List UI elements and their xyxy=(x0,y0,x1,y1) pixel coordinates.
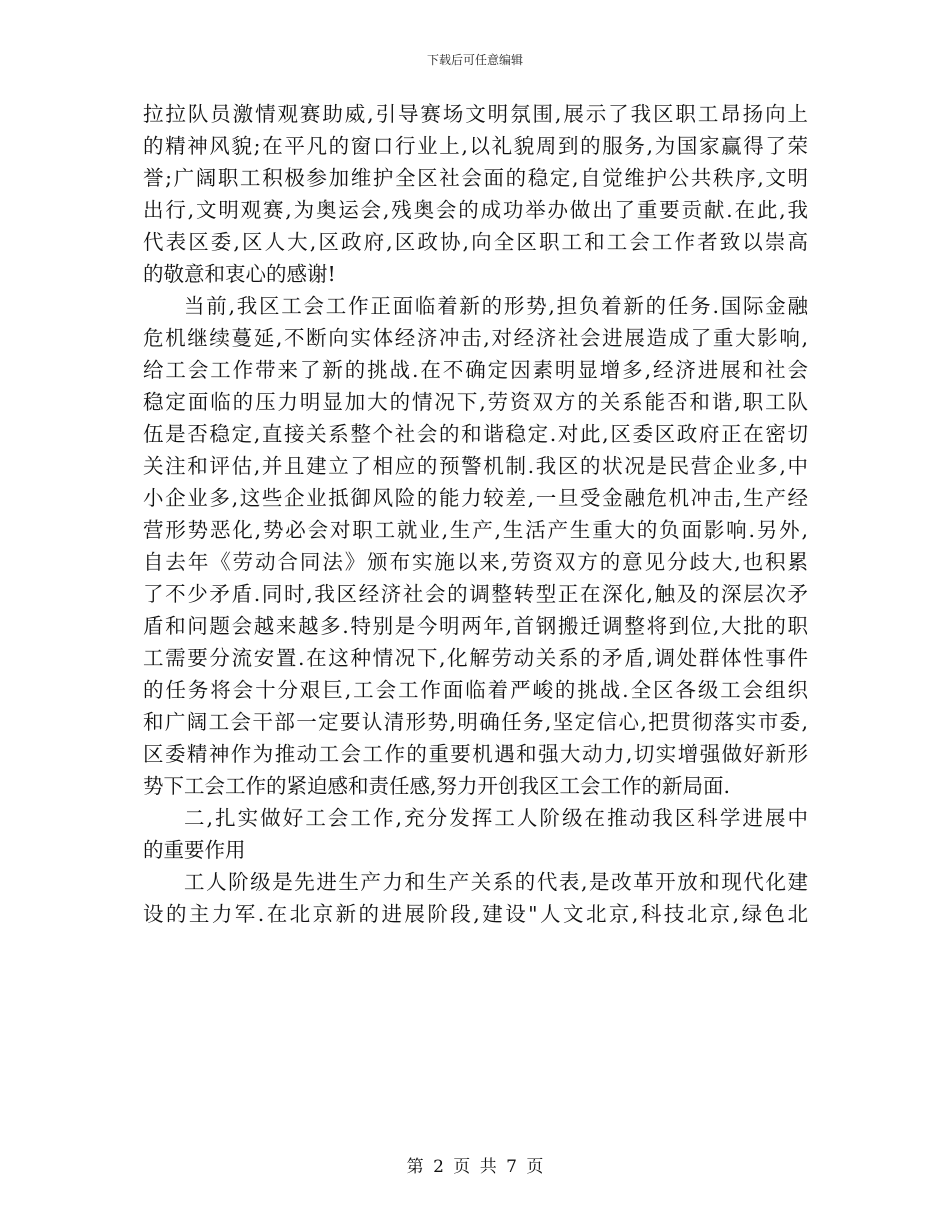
text-line: 了不少矛盾.同时,我区经济社会的调整转型正在深化,触及的深层次矛 xyxy=(143,582,808,606)
document-body xyxy=(143,98,808,930)
text-line: 和广阔工会干部一定要认清形势,明确任务,坚定信心,把贯彻落实市委, xyxy=(143,710,808,734)
text-line: 伍是否稳定,直接关系整个社会的和谐稳定.对此,区委区政府正在密切 xyxy=(143,422,808,446)
text-line: 出行,文明观赛,为奥运会,残奥会的成功举办做出了重要贡献.在此,我 xyxy=(143,198,808,222)
text-line: 盾和问题会越来越多.特别是今明两年,首钢搬迁调整将到位,大批的职 xyxy=(143,614,808,638)
text-line: 关注和评估,并且建立了相应的预警机制.我区的状况是民营企业多,中 xyxy=(143,454,808,478)
text-line: 营形势恶化,势必会对职工就业,生产,生活产生重大的负面影响.另外, xyxy=(143,518,808,542)
text-line: 代表区委,区人大,区政府,区政协,向全区职工和工会工作者致以崇高 xyxy=(143,230,808,254)
text-line: 危机继续蔓延,不断向实体经济冲击,对经济社会进展造成了重大影响, xyxy=(143,326,808,350)
text-line: 工需要分流安置.在这种情况下,化解劳动关系的矛盾,调处群体性事件 xyxy=(143,646,808,670)
text-line: 的任务将会十分艰巨,工会工作面临着严峻的挑战.全区各级工会组织 xyxy=(143,678,808,702)
text-line: 给工会工作带来了新的挑战.在不确定因素明显增多,经济进展和社会 xyxy=(143,358,808,382)
text-line: 的敬意和衷心的感谢! xyxy=(143,262,336,286)
page-header: 下载后可任意编辑 xyxy=(426,53,523,67)
text-line: 拉拉队员激情观赛助威,引导赛场文明氛围,展示了我区职工昂扬向上 xyxy=(143,102,808,126)
text-line: 稳定面临的压力明显加大的情况下,劳资双方的关系能否和谐,职工队 xyxy=(143,390,808,414)
text-line: 当前,我区工会工作正面临着新的形势,担负着新的任务.国际金融 xyxy=(184,294,808,318)
text-line: 设的主力军.在北京新的进展阶段,建设"人文北京,科技北京,绿色北 xyxy=(143,902,808,926)
text-line: 工人阶级是先进生产力和生产关系的代表,是改革开放和现代化建 xyxy=(184,870,808,894)
text-line: 自去年《劳动合同法》颁布实施以来,劳资双方的意见分歧大,也积累 xyxy=(143,550,808,574)
section-heading-line: 二,扎实做好工会工作,充分发挥工人阶级在推动我区科学进展中 xyxy=(184,806,808,830)
section-heading-line: 的重要作用 xyxy=(143,838,246,862)
text-line: 的精神风貌;在平凡的窗口行业上,以礼貌周到的服务,为国家赢得了荣 xyxy=(143,134,808,158)
text-line: 区委精神作为推动工会工作的重要机遇和强大动力,切实增强做好新形 xyxy=(143,742,808,766)
page-number: 第 2 页 共 7 页 xyxy=(406,1157,544,1177)
text-line: 誉;广阔职工积极参加维护全区社会面的稳定,自觉维护公共秩序,文明 xyxy=(143,166,808,190)
text-line: 小企业多,这些企业抵御风险的能力较差,一旦受金融危机冲击,生产经 xyxy=(143,486,808,510)
text-line: 势下工会工作的紧迫感和责任感,努力开创我区工会工作的新局面. xyxy=(143,774,731,798)
